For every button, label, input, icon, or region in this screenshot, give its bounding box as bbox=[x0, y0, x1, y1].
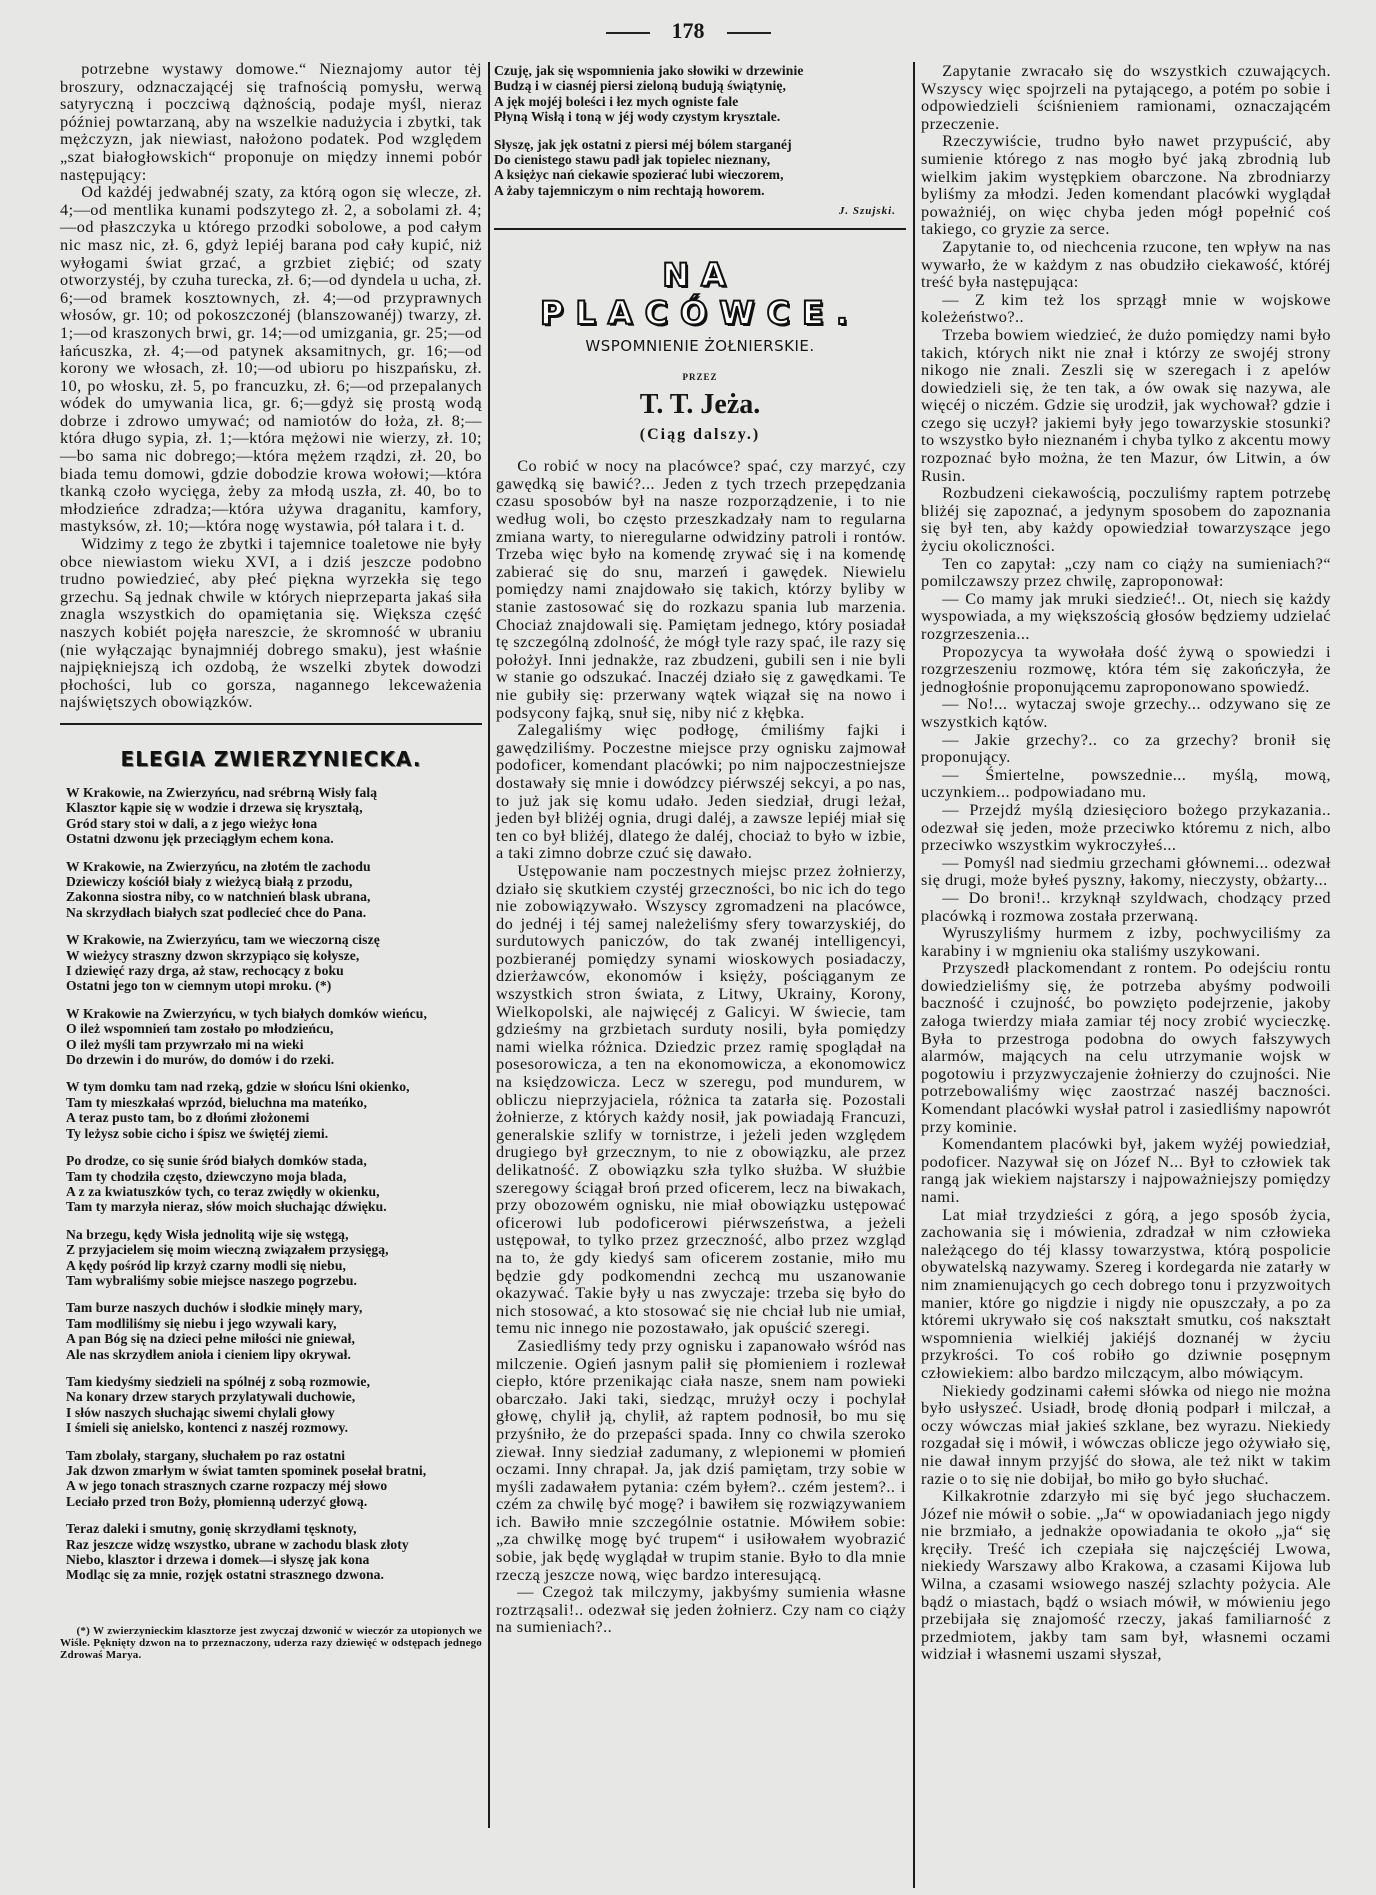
verse-line: Ostatni dzwonu jęk przeciągłym echem kona. bbox=[66, 831, 334, 847]
verse-line: Tam wybraliśmy sobie miejsce naszego pogrzebu. bbox=[66, 1272, 358, 1288]
verse-line: A jęk mojéj boleści i łez mych ogniste fale bbox=[494, 93, 739, 109]
paragraph: Zapytanie zwracało się do wszystkich czuwających. Wszyscy więc spojrzeli na pytającego, a potém po sobie i odpowiedzieli ściśnieniem ramionami, oznaczającém przeczenie. bbox=[921, 61, 1331, 133]
verse-line: Leciało przed tron Boży, płomienną uderzyć głową. bbox=[66, 1493, 368, 1509]
verse-line: W Krakowie, na Zwierzyńcu, nad srébrną Wisły falą bbox=[66, 784, 378, 800]
story-author: T. T. Jeża. bbox=[639, 389, 761, 421]
paragraph: Widzimy z tego że zbytki i tajemnice toaletowe nie były obce niewiastom wieku XVI, a i dziś jeszcze podobno trudno powiedzieć, aby płeć piękna wyrzekła się tego grzechu. Są jednak chwile w których nieprzeparta jakaś siła znagla wszystkich do opamiętania się. Większa część naszych kobiét pojęła nareszcie, że skromność w ubraniu (nie wyłączając bynajmniéj dobrego smaku), jest właśnie najpiękniejszą ich ozdobą, że wszelki zbytek dowodzi płochości, lub co gorsza, nagannego lekceważenia najświętszych obowiązków. bbox=[60, 534, 482, 712]
verse-line: Niebo, klasztor i drzewa i domek—i słyszę jak kona bbox=[66, 1552, 370, 1568]
section-divider bbox=[494, 228, 906, 230]
stanza bbox=[66, 1300, 482, 1362]
verse-line: Słyszę, jak jęk ostatni z piersi méj bólem starganéj bbox=[494, 136, 792, 152]
paragraph: — Czegoż tak milczymy, jakbyśmy sumienia własne roztrząsali!.. odezwał się jeden żołnierz. Czy nam co ciąży na sumieniach?.. bbox=[496, 1582, 906, 1637]
paragraph: Propozycya ta wywołała dość żywą o spowiedzi i rozgrzeszeniu rozmowę, która tém się zakończyła, że jednogłośnie proponującemu zaproponowano spowiedź. bbox=[921, 641, 1331, 696]
verse-line: Tam zbolały, stargany, słuchałem po raz ostatni bbox=[66, 1447, 346, 1463]
verse-line: Ostatni jego ton w ciemnym utopi mroku. (*) bbox=[66, 978, 332, 994]
stanza bbox=[66, 1227, 482, 1289]
paragraph: Wyruszyliśmy hurmem z izby, pochwyciliśmy za karabiny i w mgnieniu oka staliśmy uszykowani. bbox=[921, 923, 1331, 960]
paragraph: potrzebne wystawy domowe.“ Nieznajomy autor tėj broszury, odznaczającéj się trafnością pomysłu, werwą satyryczną i poczciwą dążnością, podaje myśl, nieraz później powtarzaną, aby na wszelkie nadużycia i zbytki, tak mężczyzn, jak niewiast, nałożono podatek. Pod względem „szat białogłowskich“ proponuje on między innemi pobór następujący: bbox=[60, 59, 482, 184]
verse-line: A z za kwiatuszków tych, co teraz zwiędły w okienku, bbox=[66, 1183, 380, 1199]
verse-line: W Krakowie, na Zwierzyńcu, na złotém tle zachodu bbox=[66, 858, 371, 874]
verse-line: A teraz pusto tam, bo z dłońmi złożonemi bbox=[66, 1110, 310, 1126]
verse-line: A pan Bóg się na dzieci pełne miłości nie gniewał, bbox=[66, 1331, 355, 1347]
paragraph: Zasiedliśmy tedy przy ognisku i zapanowało wśród nas milczenie. Ogień jasnym palił się płomieniem i rozlewał ciepło, które przenikając ciała nasze, snem nam powieki obarczało. Jaki taki, siedząc, mrużył oczy i pochylał głowę, chylił ją, chylił, aż raptem podnosił, bo mu się przyśniło, że do przepaści spada. Inny co chwila szeroko ziewał. Inny siedział zadumany, z wlepionemi w płomień oczami. Inny chrapał. Ja, jak dziś pamiętam, trzy sobie w myśli zadawałem pytania: czém byłem?.. czém jestem?.. i czém za chwilę być mogę? i bawiłem się rozwiązywaniem ich. Bawiło mnie szczególnie ostatnie. Mówiłem sobie: „za chwilkę mogę być trupem“ i usiłowałem wyobrazić sobie, jak będę wyglądał w trupim stanie. Było to dla mnie rzeczą jeszcze nową, więc bardzo interesującą. bbox=[496, 1335, 906, 1584]
verse-line: Gród stary stoi w dali, a z jego wieżyc łona bbox=[66, 815, 318, 831]
verse-line: A żaby tajemniczym o nim rechtają howorem. bbox=[494, 182, 765, 198]
stanza bbox=[66, 785, 482, 847]
right-column bbox=[921, 62, 1331, 1663]
verse-line: W Krakowie na Zwierzyńcu, w tych białych domków wieńcu, bbox=[66, 1005, 427, 1021]
verse-line: O ileż myśli tam przywrzało mi na wieki bbox=[66, 1036, 304, 1052]
verse-line: Teraz daleki i smutny, gonię skrzydłami tęsknoty, bbox=[66, 1521, 357, 1537]
verse-line: Tam ty mieszkałaś wprzód, bieluchna ma mateńko, bbox=[66, 1094, 368, 1110]
column-rule bbox=[488, 62, 490, 1828]
stanza bbox=[66, 1006, 482, 1068]
paragraph: — Jakie grzechy?.. co za grzechy? bronił się proponujący. bbox=[921, 729, 1331, 767]
verse-line: I dziewięć razy drga, aż staw, rechocący z boku bbox=[66, 963, 344, 979]
verse-line: A księżyc nań ciekawie spozierać lubi wieczorem, bbox=[494, 167, 784, 183]
stanza bbox=[66, 1079, 482, 1141]
verse-line: W wieżycy straszny dzwon skrzypiąco się kołysze, bbox=[66, 947, 360, 963]
page-number-text: 178 bbox=[671, 18, 705, 43]
paragraph: Ustępowanie nam poczestnych miejsc przez żołnierzy, działo się skutkiem czystéj grzeczności, bo nic ich do tego nie zobowiązywało. Wszyscy zgromadzeni na placówce, do jednéj i téj samej należeliśmy sfery towarzyskiéj, do surdutowych paniczów, do tak zwanéj intelligencyi, pozbieranéj pomiędzy synami wioskowych posiadaczy, dzierżawców, ekonomów i księży, pościąganym ze wszystkich stron świata, z Litwy, Ukrainy, Korony, Wielkopolski, ale najwięcéj z Galicyi. W świecie, tam gdzieśmy na grzbietach surduty nosili, była pomiędzy nami wielka różnica. Dziedzic przez ramię spoglądał na posesorowicza, a ten na ekonomowicza, a ekonomowicz na księdzowicza. Lecz w szeregu, pod mundurem, w obliczu nieprzyjaciela, różnica ta zatarła się. Pozostali żołnierze, z których każdy nosił, jak powiadają Francuzi, generalskie szlify w tornistrze, i jeżeli jeden względem drugiego był grzecznym, to nie z obowiązku, ale przez delikatność. Z obowiązku szła tylko służba. W służbie szeregowy ściągał broń przed oficerem, lecz na biwakach, przy obozowém ognisku, nie miał obowiązku ustępować oficerowi lub podoficerowi piérwszeństwa, a jeżeli ustępował, to tylko przez grzeczność, albo przez wzgląd na to, że gdy kiedyś sam oficerem zostanie, miło mu będzie gdy podkomendni zechcą mu uszanowanie okazywać. Takie były u nas zwyczaje: trzeba się było do nich stosować, a kto stosować się nie chciał lub nie umiał, temu nic innego nie pozostawało, jak opuścić szeregi. bbox=[496, 860, 906, 1338]
paragraph: Co robić w nocy na placówce? spać, czy marzyć, czy gawędką się bawić?... Jeden z tych trzech przepędzania czasu sposobów był na nasze rozporządzenie, i to nie według woli, bo często przeszkadzały nam to regularna zmiana warty, to nieregularne odwidziny patroli i rontów. Trzeba więc było na komendę zrywać się i na komendę zabierać się do snu, marzeń i gawędek. Niewielu pomiędzy nami znajdowało się takich, którzy byliby w stanie zastosować się do rozkazu spania lub marzenia. Chociaż znajdowali się. Pamiętam jednego, który posiadał tę szczególną zdolność, że mógł tyle razy spać, ile razy się położył. Inni jednakże, raz zbudzeni, gubili sen i nie byli w stanie go odszukać. Inaczéj działo się z gawędkami. Te nie gubiły się: przerwany wątek wiązał się na nowo i podsycony fajką, snuł się, niby nić z kłębka. bbox=[496, 456, 906, 722]
story-right-column bbox=[921, 62, 1331, 1663]
verse-line: Ale nas skrzydłem anioła i cieniem lipy okrywał. bbox=[66, 1346, 351, 1362]
elegia-poem bbox=[60, 785, 482, 1595]
paragraph: Lat miał trzydzieści z górą, a jego sposób życia, zachowania się i mówienia, zdradzał w nim człowieka należącego do téj klassy towarzystwa, którą pospolicie obywatelską nazywamy. Szereg i kordegarda nie zatarły w nim znamienujących go cech dobrego tonu i przyzwoitych manier, które go nigdzie i nigdy nie opuszczały, a po za któremi ukrywało się coś nakształt smutku, coś nakształt wspomnienia wielkiéj jakiéjś doznanéj w życiu przykrości. To coś robiło go dziwnie posępnym człowiekiem: albo bardzo milczącym, albo mówiącym. bbox=[921, 1204, 1331, 1382]
verse-line: I śmieli się anielsko, kontenci z naszéj rozmowy. bbox=[66, 1420, 349, 1436]
verse-line: Klasztor kąpie się w wodzie i drzewa się kryształą, bbox=[66, 800, 363, 816]
stanza bbox=[66, 932, 482, 994]
verse-line: W Krakowie, na Zwierzyńcu, tam we wieczorną ciszę bbox=[66, 932, 380, 948]
stanza bbox=[66, 859, 482, 921]
paragraph: Komendantem placówki był, jakem wyżéj powiedział, podoficer. Nazywał się on Józef N... Był to człowiek tak rangą jak wiekiem najstarszy i najpoważniejszy pomiędzy nami. bbox=[921, 1134, 1331, 1206]
section-divider bbox=[60, 723, 482, 725]
stanza bbox=[66, 1153, 482, 1215]
verse-line: I słów naszych słuchając siwemi chylali głowy bbox=[66, 1404, 335, 1420]
footnote: (*) W zwierzynieckim klasztorze jest zwyczaj dzwonić w wieczór za utopionych we Wiśle. Pęknięty dzwon na to przeznaczony, uderza razy dziewięć w odstępach jednego Zdrowaś Marya. bbox=[60, 1624, 482, 1661]
story-subtitle: WSPOMNIENIE ŻOŁNIERSKIE. bbox=[585, 337, 815, 356]
paragraph: Od każdéj jedwabnéj szaty, za którą ogon się wlecze, zł. 4;—od mentlika kunami podszytego zł. 2, a sobolami zł. 4;—od płaszczyka u którego przodki sobolowe, a pod całym nic masz nic, zł. 6, gdyż lepiéj barana pod cały kupić, niż wyłogami świat grzać, a grzbiet ziębić; od szaty otworzystéj, by czuha turecka, zł. 6;—od dyndela u ucha, zł. 6;—od bramek kosztownych, zł. 4;—od przyprawnych włosów, gr. 10; od pokoszczonéj (blanszowanéj) twarzy, zł. 1;—od kraszonych brwi, gr. 14;—od umizgania, gr. 25;—od łańcuszka, zł. 4;—od patynek aksamitnych, gr. 16;—od korony we włosach, zł. 10;—od ubioru po hiszpańsku, zł. 10, po włosku, zł. 5, po francuzku, zł. 6;—od przepalanych wódek do umywania lica, gr. 6;—gdyż się prostą wodą dobrze i zdrowo umywać; od namiotów do łoża, zł. 8;—która długo sypia, zł. 1;—która mężowi nie wierzy, zł. 10;—bo sama nic dobrego;—która mężem rządzi, zł. 20, bo biada temu domowi, gdzie dobodzie krowa wołowi;—która tkanką czoło wycięga, żeby za młodą uszła, zł. 40, bo to młodzieńce zdradza;—która używa draganitu, kamfory, mastyksów, zł. 10;—która nogę wystawia, pół talara i t. d. bbox=[60, 182, 482, 536]
paragraph: Zapytanie to, od niechcenia rzucone, ten wpływ na nas wywarło, że w każdym z nas obudziło ciekawość, któréj treść była następująca: bbox=[921, 236, 1331, 292]
poem-continuation bbox=[494, 63, 906, 210]
divider bbox=[606, 32, 650, 34]
column-rule bbox=[913, 62, 915, 1888]
verse-line: Na skrzydłach białych szat podlecieć chce do Pana. bbox=[66, 904, 367, 920]
verse-line: Tam kiedyśmy siedzieli na spólnéj z sobą rozmowie, bbox=[66, 1373, 371, 1389]
verse-line: Po drodze, co się sunie śród białych domków stada, bbox=[66, 1153, 367, 1169]
page-number bbox=[0, 18, 1376, 44]
verse-line: Czuję, jak się wspomnienia jako słowiki w drzewinie bbox=[494, 63, 804, 78]
verse-line: Modląc się za mnie, rozjęk ostatni strasznego dzwona. bbox=[66, 1567, 385, 1583]
paragraph: — Z kim też los sprzągł mnie w wojskowe koleżeństwo?.. bbox=[921, 289, 1331, 327]
paragraph: — Pomyśl nad siedmiu grzechami głównemi... odezwał się drugi, może byłeś pyszny, łakomy, nieczysty, obżarty... bbox=[921, 852, 1331, 890]
verse-line: Raz jeszcze widzę wszystko, ubrane w zachodu blask złoty bbox=[66, 1536, 409, 1552]
paragraph: — Śmiertelne, powszednie... myślą, mową, uczynkiem... podpowiadano mu. bbox=[921, 764, 1331, 802]
verse-line: Dziewiczy kościół biały z wieżycą białą z przodu, bbox=[66, 874, 353, 889]
story-continued: (Ciąg dalszy.) bbox=[639, 426, 761, 444]
story-title: NA PLACÓWCE. bbox=[539, 256, 861, 333]
verse-line: A kędy pośród lip krzyż czarny modli się niebu, bbox=[66, 1257, 346, 1273]
paragraph: — No!... wytaczaj swoje grzechy... odzywano się ze wszystkich kątów. bbox=[921, 694, 1331, 731]
stanza bbox=[66, 1374, 482, 1436]
paragraph: — Przejdź myślą dziesięcioro bożego przykazania.. odezwał się jeden, może przeciwko któremu z nich, albo przeciwko wszystkim wykroczyłeś... bbox=[921, 799, 1331, 855]
verse-line: Ty leżysz sobie cicho i śpisz we świętéj ziemi. bbox=[66, 1125, 329, 1141]
paragraph: Zalegaliśmy więc podłogę, ćmiliśmy fajki i gawędziliśmy. Poczestne miejsce przy ognisku zajmował podoficer, komendant placówki; po nim najpoczestniejsze dostawały się mnie i dowódzcy piérwszéj sekcyi, a po nas, to już jak się komu udało. Jeden siedział, drugi leżał, jeden był bliżéj ognia, drugi daléj, a zawsze lepiéj miał się ten co był bliżéj, dlatego że daléj, chociaż to było w izbie, a taki zimno dobrze czuć się dawało. bbox=[496, 720, 906, 863]
elegia-title: ELEGIA ZWIERZYNIECKA. bbox=[120, 746, 422, 771]
verse-line: A w jego tonach strasznych czarne rozpaczy méj słowo bbox=[66, 1478, 388, 1494]
verse-line: Tam modliliśmy się niebu i jego wzywali kary, bbox=[66, 1315, 337, 1331]
left-column bbox=[60, 60, 482, 1661]
verse-line: Na brzegu, kędy Wisła jednolitą wije się wstęgą, bbox=[66, 1226, 349, 1242]
divider bbox=[727, 32, 771, 34]
stanza bbox=[494, 137, 906, 199]
verse-line: Tam burze naszych duchów i słodkie minęły mary, bbox=[66, 1300, 363, 1316]
poem-signature: J. Szujski. bbox=[838, 205, 896, 218]
paragraph: Przyszedł plackomendant z rontem. Po odejściu rontu dowiedzieliśmy się, że potrzeba abyśmy podwoili baczność i czujność, bo powzięto podejrzenie, jakoby załoga twierdzy miała zamiar téj nocy zrobić wycieczkę. Była to przestroga podobna do owych fałszywych alarmów, mających na celu utrzymanie wojsk w pogotowiu i przyzwyczajenie żołnierzy do czujności. Nie potrzebowaliśmy więc zaostrzać naszéj baczności. Komendant placówki wysłał patrol i zasiedliśmy napowrót przy kominie. bbox=[921, 958, 1331, 1136]
verse-line: Budzą i w ciasnéj piersi zieloną budują świątynię, bbox=[494, 78, 787, 94]
verse-line: Tam ty chodziła często, dziewczyno moja blada, bbox=[66, 1168, 347, 1184]
verse-line: Do cienistego stawu padł jak topielec nieznany, bbox=[494, 152, 771, 168]
paragraph: — Do broni!.. krzyknął szyldwach, chodzący przed placówką i rozmowa została przerwaną. bbox=[921, 887, 1331, 925]
paragraph: Trzeba bowiem wiedzieć, że dużo pomiędzy nami było takich, których nikt nie znał i którzy ze swojéj strony nikogo nie znali. Zeszli się w szeregach i z apelów dowiedzieli się, że ten tak, a ów owak się nazywa, ale więcéj o niczém. Gdzie się urodził, jak wychował? gdzie i czego się uczył? jakiemi były jego towarzyskie stosunki? to wszystko było nieznaném i chyba tylko z akcentu mowy rozpoznać było można, że ten Mazur, ów Litwin, a ów Rusin. bbox=[921, 324, 1331, 485]
verse-line: Do drzewin i do murów, do domów i do rzeki. bbox=[66, 1052, 335, 1068]
paragraph: — Co mamy jak mruki siedzieć!.. Ot, niech się każdy wyspowiada, a my większością głosów będziemy udzielać rozgrzeszenia... bbox=[921, 588, 1331, 643]
story-by: PRZEZ bbox=[682, 372, 718, 383]
paragraph: Niekiedy godzinami całemi słówka od niego nie można było usłyszeć. Usiadł, brodę dłonią podparł i milczał, a oczy wówczas miał jakieś szklane, bez wyrazu. Niekiedy rozgadał się i mówił, i wówczas oblicze jego ożywiało się, nie dawał innym przyjść do słowa, ale też nikt w takim razie o to się nie dobijał, bo miło go było słuchać. bbox=[921, 1380, 1331, 1488]
paragraph: Rzeczywiście, trudno było nawet przypuścić, aby sumienie którego z nas mogło być jaką zbrodnią lub wielkim jakim występkiem obarczone. Na zbrodniarzy byliśmy za młodzi. Jeden komendant placówki wyglądał poważniéj, on więc chyba jeden mógł popełnić coś takiego, co gryzie za serce. bbox=[921, 131, 1331, 239]
left-article bbox=[60, 60, 482, 711]
paragraph: Kilkakrotnie zdarzyło mi się być jego słuchaczem. Józef nie mówił o sobie. „Ja“ w opowiadaniach jego nigdy nie brzmiało, a jednakże opowiadania te około „ja“ się kręciły. Treść ich czepiała się najczęściéj Lwowa, niekiedy Warszawy albo Krakowa, a czasami Kijowa lub Wilna, a czasami wsiowego naszéj szlachty pożycia. Ale bądź o miastach, bądź o wsiach mówił, w mówieniu jego przebijała się znajomość rzeczy, jakaś familiarność z przedmiotem, jakby tam sam był, własnemi oczami widział i własnemi uszami słyszał, bbox=[921, 1486, 1331, 1664]
verse-line: W tym domku tam nad rzeką, gdzie w słońcu lśni okienko, bbox=[66, 1079, 410, 1095]
verse-line: Z przyjacielem się moim wieczną związałem przysięgą, bbox=[66, 1242, 389, 1258]
story-middle-column bbox=[494, 457, 906, 1636]
verse-line: O ileż wspomnień tam zostało po młodzieńcu, bbox=[66, 1021, 334, 1037]
verse-line: Płyną Wisłą i toną w jéj wody czystym krysztale. bbox=[494, 109, 781, 125]
stanza bbox=[494, 63, 906, 125]
middle-column bbox=[494, 63, 906, 1636]
verse-line: Tam ty marzyła nieraz, słów moich słuchając dźwięku. bbox=[66, 1199, 387, 1215]
verse-line: Na konary drzew starych przylatywali duchowie, bbox=[66, 1389, 356, 1405]
verse-line: Zakonna siostra niby, co w natchnień blask ubrana, bbox=[66, 889, 371, 905]
stanza bbox=[66, 1448, 482, 1510]
paragraph: Ten co zapytał: „czy nam co ciąży na sumieniach?“ pomilczawszy przez chwilę, zaproponował: bbox=[921, 553, 1331, 591]
verse-line: Jak dzwon zmarłym w świat tamten spominek posełał bratni, bbox=[66, 1463, 427, 1478]
stanza bbox=[66, 1521, 482, 1583]
paragraph: Rozbudzeni ciekawością, poczuliśmy raptem potrzebę bliżéj się zapoznać, a jedynym sposobem do zapoznania się był ten, aby każdy opowiedział towarzyszące jego życiu okoliczności. bbox=[921, 483, 1331, 556]
